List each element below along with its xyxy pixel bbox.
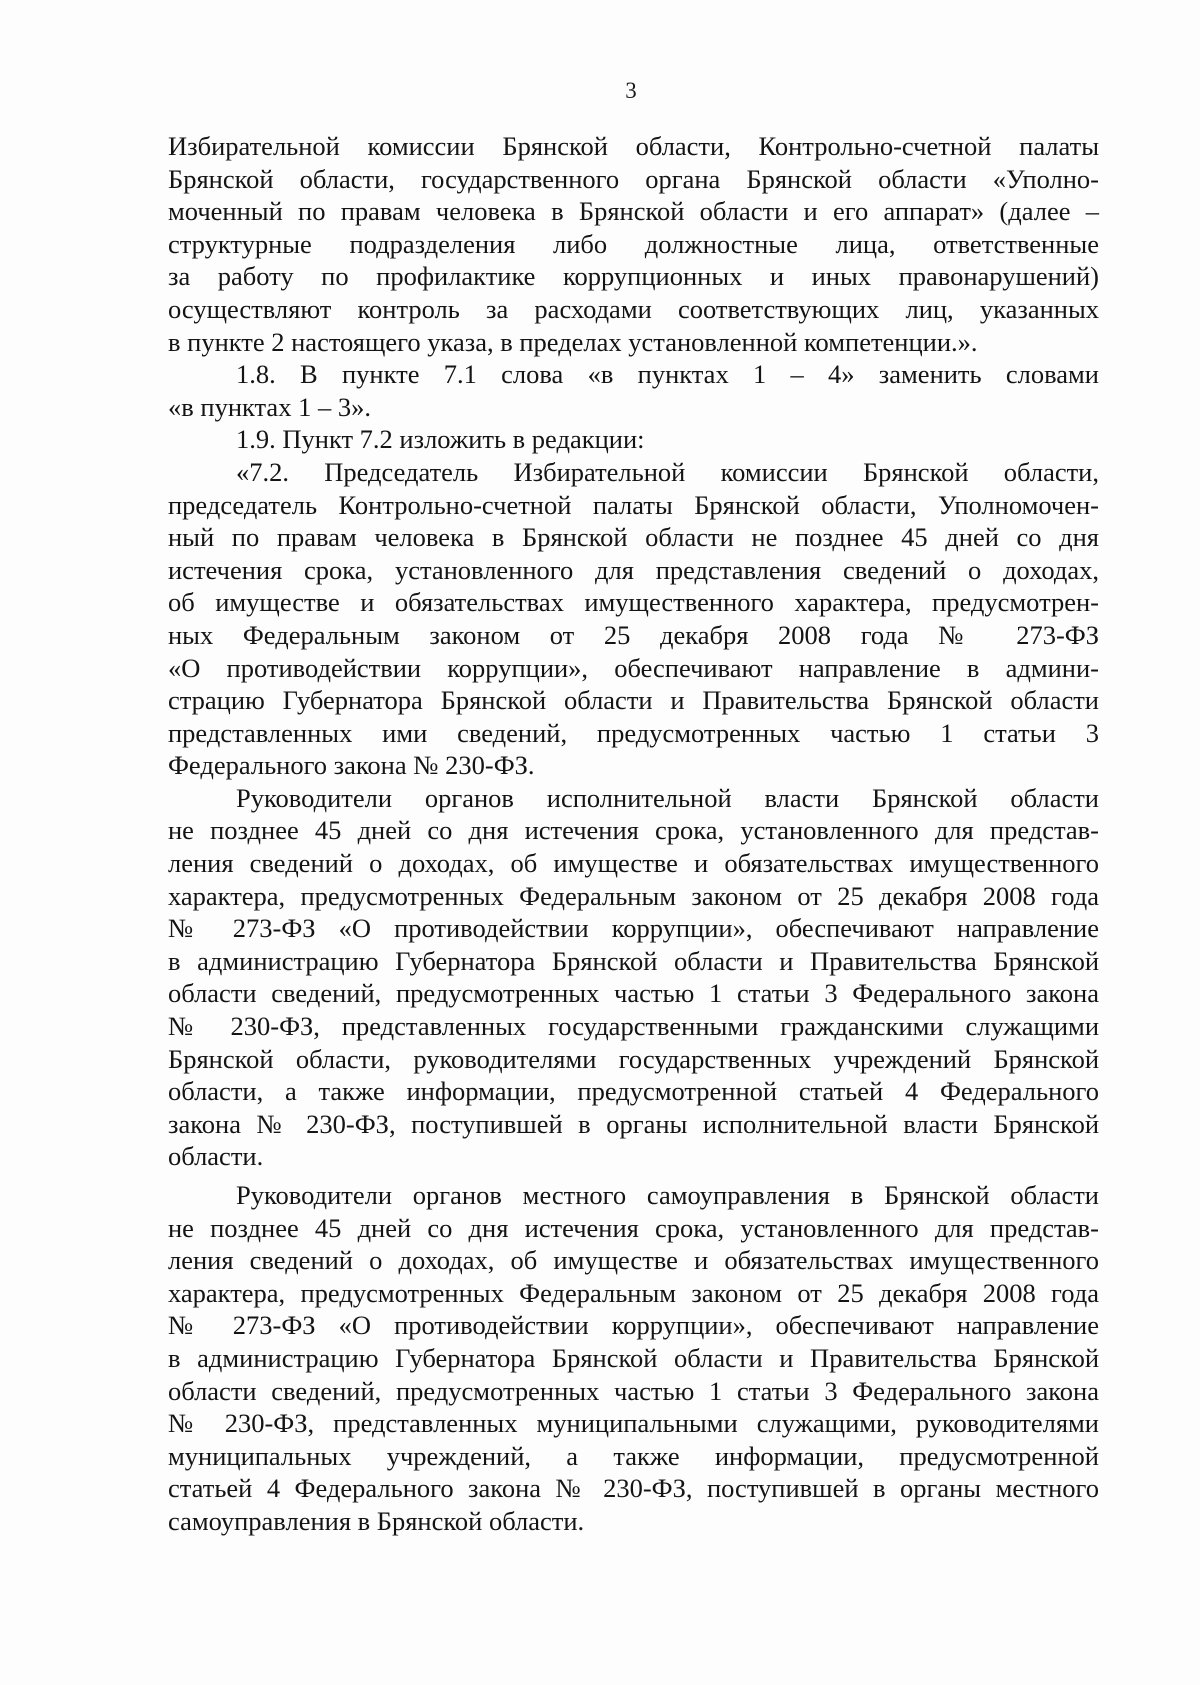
text-line: 1.9. Пункт 7.2 изложить в редакции:	[236, 424, 645, 455]
text-line: истечения срока, установленного для представления сведений о доходах,	[168, 554, 1099, 585]
text-line: 1.8. В пункте 7.1 слова «в пунктах 1 – 4» заменить словами	[236, 359, 1099, 390]
text-line: ный по правам человека в Брянской области не позднее 45 дней со дня	[168, 522, 1099, 553]
text-line: Руководители органов исполнительной власти Брянской области	[236, 782, 1099, 813]
paragraph-continuation	[168, 130, 1099, 358]
paragraph-executive-authorities	[168, 782, 1099, 1173]
paragraph-item-1-8	[168, 358, 1099, 423]
text-line: муниципальных учреждений, а также информации, предусмотренной	[168, 1440, 1099, 1471]
text-line: представленных ими сведений, предусмотренных частью 1 статьи 3	[168, 717, 1099, 748]
text-line: председатель Контрольно-счетной палаты Брянской области, Уполномочен-	[168, 489, 1099, 520]
text-line: Федерального закона № 230-ФЗ.	[168, 750, 535, 781]
text-line: «О противодействии коррупции», обеспечивают направление в админи-	[168, 652, 1099, 683]
paragraph-item-7-2	[168, 456, 1099, 782]
text-line: № 273-ФЗ «О противодействии коррупции», обеспечивают направление	[168, 1310, 1099, 1341]
text-line: ления сведений о доходах, об имуществе и обязательствах имущественного	[168, 1245, 1099, 1276]
text-line: области сведений, предусмотренных частью 1 статьи 3 Федерального закона	[168, 1375, 1099, 1406]
page-number: 3	[625, 78, 637, 103]
text-line: осуществляют контроль за расходами соответствующих лиц, указанных	[168, 293, 1099, 324]
paragraph-local-government	[168, 1179, 1099, 1538]
text-line: страцию Губернатора Брянской области и Правительства Брянской области	[168, 685, 1099, 716]
text-line: области.	[168, 1141, 264, 1172]
text-line: в администрацию Губернатора Брянской области и Правительства Брянской	[168, 1342, 1099, 1373]
text-line: ления сведений о доходах, об имуществе и обязательствах имущественного	[168, 848, 1099, 879]
text-line: за работу по профилактике коррупционных и иных правонарушений)	[168, 261, 1099, 292]
text-line: самоуправления в Брянской области.	[168, 1505, 585, 1536]
text-line: Брянской области, государственного органа Брянской области «Уполно-	[168, 163, 1099, 194]
text-line: ных Федеральным законом от 25 декабря 2008 года № 273-ФЗ	[168, 619, 1099, 650]
text-line: в пункте 2 настоящего указа, в пределах установленной компетенции.».	[168, 326, 978, 357]
text-line: области, а также информации, предусмотренной статьей 4 Федерального	[168, 1076, 1099, 1107]
text-line: структурные подразделения либо должностные лица, ответственные	[168, 228, 1099, 259]
text-line: об имуществе и обязательствах имущественного характера, предусмотрен-	[168, 587, 1099, 618]
text-line: не позднее 45 дней со дня истечения срока, установленного для представ-	[168, 815, 1099, 846]
text-line: Руководители органов местного самоуправления в Брянской области	[236, 1180, 1099, 1210]
text-line: «7.2. Председатель Избирательной комиссии Брянской области,	[236, 456, 1099, 487]
text-line: Избирательной комиссии Брянской области, Контрольно-счетной палаты	[168, 131, 1099, 161]
text-line: в администрацию Губернатора Брянской области и Правительства Брянской	[168, 945, 1099, 976]
text-line: характера, предусмотренных Федеральным законом от 25 декабря 2008 года	[168, 1277, 1099, 1308]
text-line: Брянской области, руководителями государственных учреждений Брянской	[168, 1043, 1099, 1074]
text-line: статьей 4 Федерального закона № 230-ФЗ, поступившей в органы местного	[168, 1473, 1099, 1504]
text-line: № 230-ФЗ, представленных муниципальными служащими, руководителями	[168, 1408, 1099, 1439]
text-line: «в пунктах 1 – 3».	[168, 391, 371, 422]
document-body	[168, 130, 1099, 1538]
text-line: моченный по правам человека в Брянской области и его аппарат» (далее –	[168, 196, 1099, 227]
text-line: закона № 230-ФЗ, поступившей в органы исполнительной власти Брянской	[168, 1108, 1099, 1139]
text-line: характера, предусмотренных Федеральным законом от 25 декабря 2008 года	[168, 880, 1099, 911]
text-line: № 230-ФЗ, представленных государственными гражданскими служащими	[168, 1011, 1099, 1042]
text-line: не позднее 45 дней со дня истечения срока, установленного для представ-	[168, 1212, 1099, 1243]
text-line: № 273-ФЗ «О противодействии коррупции», обеспечивают направление	[168, 913, 1099, 944]
text-line: области сведений, предусмотренных частью 1 статьи 3 Федерального закона	[168, 978, 1099, 1009]
paragraph-item-1-9	[168, 423, 1099, 456]
